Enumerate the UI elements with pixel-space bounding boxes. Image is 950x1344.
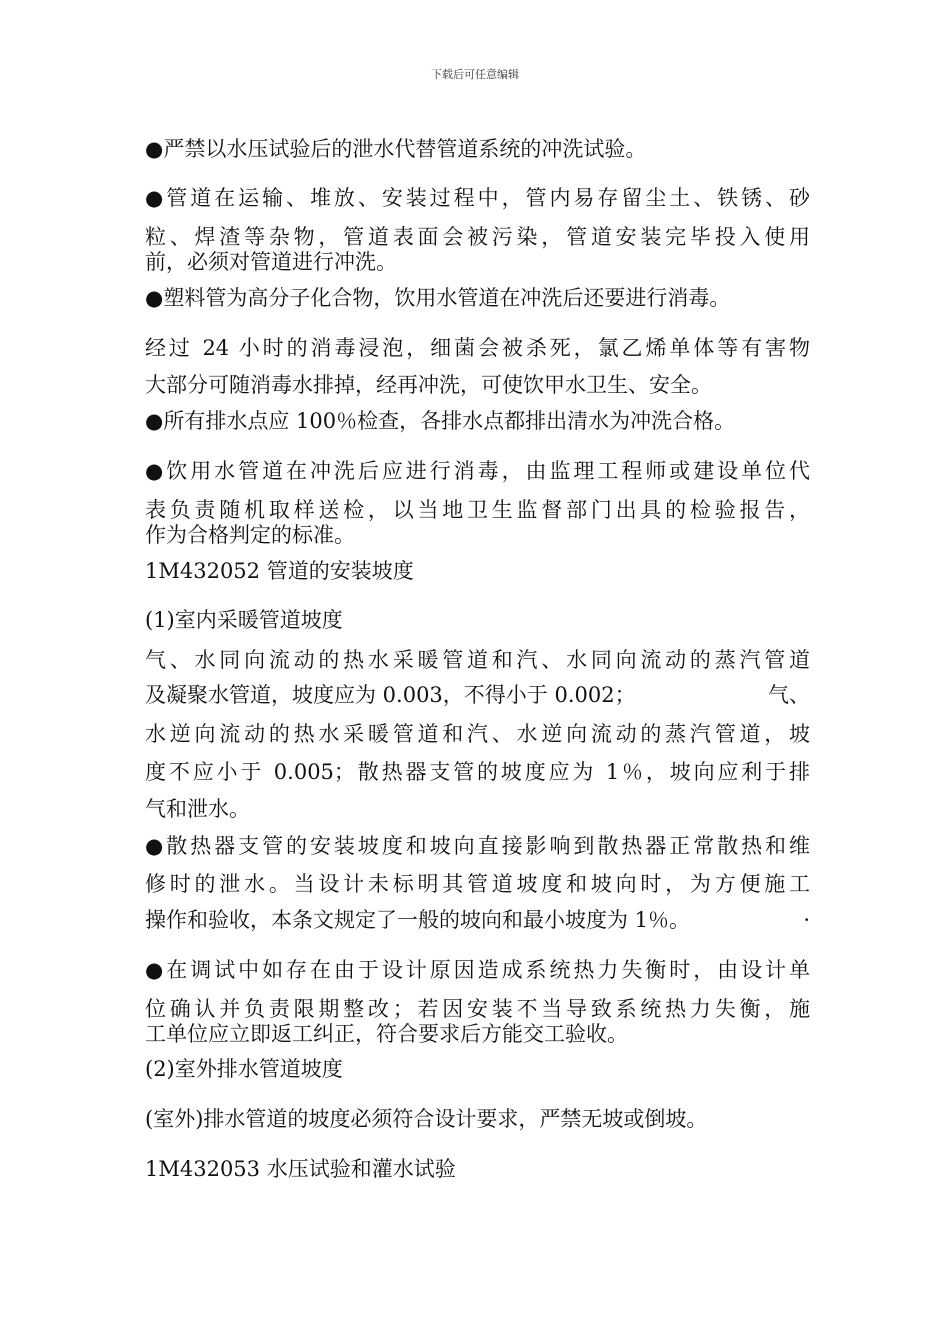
section-heading: 1M432053 水压试验和灌水试验 [145, 1157, 456, 1181]
paragraph-line: ●散热器支管的安装坡度和坡向直接影响到散热器正常散热和维 [145, 834, 810, 858]
paragraph-line: ●塑料管为高分子化合物，饮用水管道在冲洗后还要进行消毒。 [145, 286, 731, 310]
paragraph-fragment: · [803, 908, 810, 932]
paragraph-line: ●在调试中如存在由于设计原因造成系统热力失衡时，由设计单 [145, 958, 810, 982]
paragraph-line: 气和泄水。 [145, 797, 250, 821]
paragraph-line: ●严禁以水压试验后的泄水代替管道系统的冲洗试验。 [145, 137, 647, 161]
paragraph-line: 位确认并负责限期整改；若因安装不当导致系统热力失衡，施 [145, 997, 810, 1021]
subsection-heading: (2)室外排水管道坡度 [145, 1057, 343, 1081]
section-heading: 1M432052 管道的安装坡度 [145, 559, 414, 583]
paragraph-line [145, 680, 810, 710]
paragraph-line: ●所有排水点应 100％检查，各排水点都排出清水为冲洗合格。 [145, 409, 736, 433]
paragraph-line: ●管道在运输、堆放、安装过程中，管内易存留尘土、铁锈、砂 [145, 186, 810, 210]
paragraph-line: (室外)排水管道的坡度必须符合设计要求，严禁无坡或倒坡。 [145, 1107, 708, 1131]
paragraph-line: 水逆向流动的热水采暖管道和汽、水逆向流动的蒸汽管道，坡 [145, 722, 810, 746]
paragraph-fragment: 操作和验收，本条文规定了一般的坡向和最小坡度为 1％。 [145, 908, 691, 932]
paragraph-line: 作为合格判定的标准。 [145, 523, 355, 547]
subsection-heading: (1)室内采暖管道坡度 [145, 608, 343, 632]
paragraph-line: 工单位应立即返工纠正，符合要求后方能交工验收。 [145, 1022, 628, 1046]
paragraph-line: 度不应小于 0.005；散热器支管的坡度应为 1％，坡向应利于排 [145, 760, 810, 784]
paragraph-fragment: 及凝聚水管道，坡度应为 0.003，不得小于 0.002； [145, 683, 636, 707]
paragraph-line: 气、水同向流动的热水采暖管道和汽、水同向流动的蒸汽管道 [145, 648, 810, 672]
paragraph-line: 粒、焊渣等杂物，管道表面会被污染，管道安装完毕投入使用 [145, 225, 810, 249]
page-header: 下载后可任意编辑 [431, 68, 519, 81]
paragraph-line: 经过 24 小时的消毒浸泡，细菌会被杀死，氯乙烯单体等有害物 [145, 336, 810, 360]
paragraph-line: 大部分可随消毒水排掉，经再冲洗，可使饮甲水卫生、安全。 [145, 373, 712, 397]
paragraph-line: 前，必须对管道进行冲洗。 [145, 250, 397, 274]
paragraph-line: 修时的泄水。当设计未标明其管道坡度和坡向时，为方便施工 [145, 872, 810, 896]
paragraph-line [145, 905, 810, 935]
paragraph-line: 表负责随机取样送检，以当地卫生监督部门出具的检验报告， [145, 498, 810, 522]
paragraph-fragment: 气、 [768, 683, 810, 707]
paragraph-line: ●饮用水管道在冲洗后应进行消毒，由监理工程师或建设单位代 [145, 459, 810, 483]
